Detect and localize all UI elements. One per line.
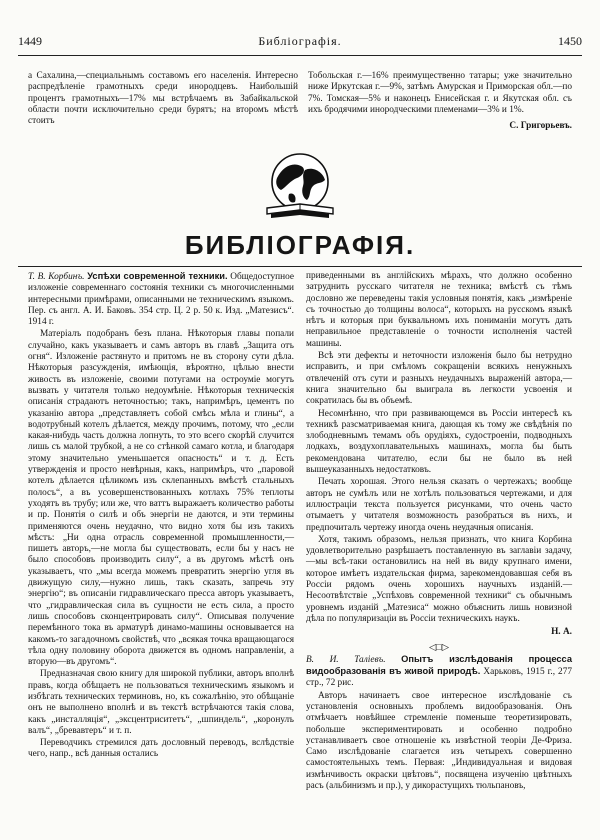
page-number-right: 1450 [558, 34, 582, 48]
top-right-column [308, 71, 572, 132]
top-left-text: а Сахалина,—специальнымъ составомъ его населенiя. Интересно распредѣленiе грамотныхъ среди инородцевъ. Наибольшiй процентъ грамотныхъ—17% мы встрѣчаемъ въ Забайкальской области почти исключительно среди бурятъ; на второмъ мѣстѣ стоитъ [28, 71, 298, 127]
signature-grigoriev: С. Григорьевъ. [509, 121, 572, 132]
heading-rule [18, 266, 582, 267]
review2-citation: Харьковъ, 1915 г., 277 стр., 72 рис. [306, 667, 572, 689]
review1-paragraph: приведенными въ англiйскихъ мѣрахъ, что должно особенно затруднить русскаго читателя не техника; вмѣстѣ съ тѣмъ дословно же переведены такiя условныя понятiя, какъ „измѣренiе съ точностью до толщины волоса“, которыхъ на русскомъ языкѣ нѣтъ и которыя при буквальномъ ихъ пониманiи могутъ дать неправильное представленiе о точности исполненiя частей машины. [306, 271, 572, 349]
review1-paragraph: Переводчикъ стремился дать дословный переводъ, вслѣдствiе чего, напр., всѣ данныя остались [28, 738, 294, 760]
review1-header [28, 271, 294, 328]
review1-paragraph: Печать хорошая. Этого нельзя сказать о чертежахъ; вообще авторъ не сумѣлъ или не хотѣлъ пользоваться чертежами, и для иллюстрацiи текста пользуется рисунками, что очень часто отымаетъ у читателя возможность разобраться въ нихъ, и предпочиталъ чертежу иногда очень неудачныя описанiя. [306, 477, 572, 533]
review1-paragraph: Хотя, такимъ образомъ, нельзя признать, что книга Корбина удовлетворительно разрѣшаетъ поставленную въ заглавiи задачу,—мы всѣ-таки остановились на ней въ виду крупнаго имени, которое имѣетъ издательская фирма, зарекомендовавшая себя въ Россiи рядомъ очень хорошихъ научныхъ изданiй.—Несоотвѣтствiе „Успѣховъ современной техники“ съ обычнымъ уровнемъ изданiй „Матезиса“ можно объяснить лишь новизной дѣла по популяризацiи въ Россiи техническихъ наукъ. [306, 534, 572, 624]
review1-author: Т. В. Корбинъ. [28, 272, 85, 282]
top-right-text: Тобольская г.—16% преимущественно татары; уже значительно ниже Иркутская г.—9%, затѣмъ Амурская и Приморская обл.—по 7%. Томская—5% и наконецъ Енисейская г. и Якутская обл. съ ихъ бродячими инородческими племенами—3% и 1%. [308, 71, 572, 115]
review1-paragraph: Несомнѣнно, что при развивающемся въ Россiи интересѣ къ техникѣ разсматриваемая книга, дающая къ тому же свѣдѣнiя по злободневнымъ темамъ объ орудiяхъ, судостроенiи, подводныхъ лодкахъ, воздухоплавательныхъ машинахъ, могла бы быть рекомендована читателю, если бы не было въ ней вышеуказанныхъ недостатковъ. [306, 408, 572, 476]
review1-signature: Н. А. [551, 627, 572, 638]
section-heading: БИБЛIОГРАФIЯ. [184, 230, 416, 260]
left-column [28, 271, 294, 762]
review1-paragraph: Матерiалъ подобранъ безъ плана. Нѣкоторыя главы попали случайно, какъ указываетъ и самъ авторъ въ главѣ „Защита отъ огня“. Изложенiе растянуто и притомъ не въ сторону сути дѣла. Нѣкоторыя разсужденiя, имѣющiя, вѣроятно, цѣлью внести живость въ изложенiе, своими потугами на остроумiе могутъ вызвать у читателя только недоумѣнiе. Нѣкоторыя техническiя описанiя страдаютъ неточностью; такъ, напримѣръ, цементъ по указанiю автора „представляетъ собой смѣсь мѣла и глины“, а водотрубный котелъ дѣлается, между прочимъ, потому, что „если какая-нибудь часть должна лопнуть, то это всего скорѣй случится лишь съ малой трубкой, а не со стѣнкой самаго котла, и благодаря этому значительно уменьшается опасность“ и т. д. Есть утвержденiя и просто невѣрныя, какъ, напримѣръ, что „паровой котелъ дѣлается цѣликомъ изъ склепанныхъ вмѣстѣ стальныхъ полосъ“, а въ усовершенствованныхъ котлахъ 75% теплоты уходятъ въ трубу; или же, что ваттъ выражаетъ количество работы и пр. Понятiя о силѣ и объ энергiи не даются, и эти термины применяются очень неудачно, что видно хотя бы изъ такихъ мѣстъ: „Ни одна отрасль современной промышленности,—пишетъ авторъ,—не могла бы существовать, если бы у насъ не было способовъ производить силу“, а въ другомъ мѣстѣ онъ указываетъ, что „мы всегда можемъ превратить энергiю угля въ движущую силу,—нужно лишь, такъ сказать, запречь эту энергiю“; въ описанiи гидравлическаго пресса авторъ указываетъ, что „гидравлическая сила въ сущности не есть сила, а просто лишь способовъ сконцентрировать силу“. Описывая получение перемѣнного тока въ арматурѣ динамо-машины основывается на какомъ-то загадочномъ свойствѣ, что „всякая точка вращающагося тѣла одну половину оборота движется въ одномъ направленiи, а вторую—въ другомъ“. [28, 329, 294, 668]
review2-title: Опытъ изслѣдованiя процесса видообразованiя въ живой природѣ. [306, 653, 573, 677]
running-title: Библiографiя. [258, 34, 342, 48]
globe-book-emblem-icon [263, 148, 337, 222]
review1-paragraph: Всѣ эти дефекты и неточности изложенiя было бы нетрудно исправить, и при смѣломъ сокращенiи всякихъ ненужныхъ отвлеченiй отъ сути и разныхъ неудачныхъ выраженiй автора,—книга значительно бы выиграла въ легкости усвоенiя и сократилась бы въ объемѣ. [306, 351, 572, 407]
review2-paragraph: Авторъ начинаетъ свое интересное изслѣдованiе съ установленiя основныхъ проблемъ видообразованiя. Онъ отмѣчаетъ новѣйшее стремленiе поменьше теоретизировать, побольше экспериментировать и особенно подробно устанавливаетъ свое отношенiе къ извѣстной теорiи Де-Фриза. Само изслѣдованiе слагается изъ четырехъ совершенно самостоятельныхъ темъ. Первая: „Индивидуальная и видовая измѣнчивость окраски цвѣтовъ“, посвящена изученiю цвѣтныхъ расъ (альбинизмъ и пр.), у дикорастущихъ тюльпановъ, [306, 690, 572, 792]
review2-author: В. И. Талiевъ. [306, 654, 386, 665]
running-head [18, 34, 582, 50]
top-left-column [28, 71, 298, 128]
review2-header [306, 654, 572, 690]
review1-title: Успѣхи современной техники. [87, 271, 228, 281]
review1-paragraph: Предназначая свою книгу для широкой публики, авторъ вполнѣ правъ, когда обѣщаетъ не пользоваться техническимъ языкомъ и избѣгать технических терминовъ, но, къ сожалѣнiю, это обѣщанiе онъ не выполнено вполнѣ и въ текстѣ встрѣчаются такiя слова, какъ „инсталляцiя“, „эксцентриситетъ“, „шпиндель“, „коронулъ валъ“, „бревавтеръ“ и т. п. [28, 669, 294, 736]
right-column [306, 271, 572, 793]
review1-citation: Общедоступное изложенiе современнаго состоянiя техники съ многочисленными интересными примѣрами, описанными не техническимъ языкомъ. Пер. съ англ. А. И. Баковъ. 354 стр. Ц. 2 р. 50 к. Изд. „Матезисъ“. 1914 г. [28, 272, 295, 328]
section-divider: ◁□▷ [429, 642, 449, 653]
page-number-left: 1449 [18, 34, 42, 48]
header-rule [18, 55, 582, 56]
